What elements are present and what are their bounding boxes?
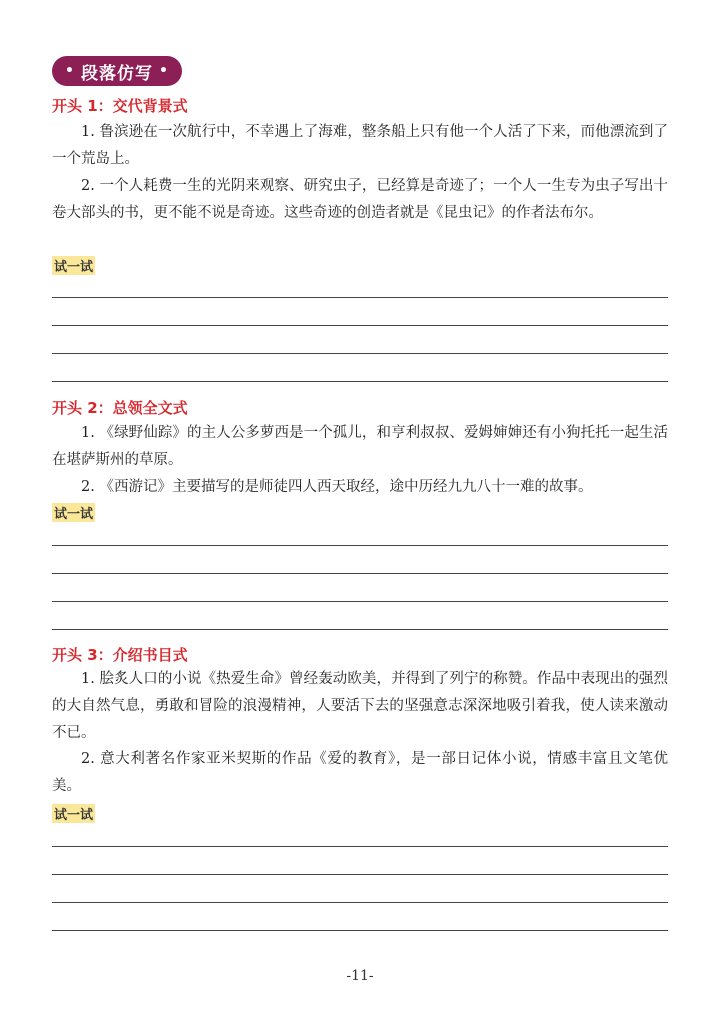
writing-line xyxy=(52,930,668,931)
badge-title: 段落仿写 xyxy=(81,63,153,84)
writing-line xyxy=(52,325,668,326)
writing-line xyxy=(52,353,668,354)
writing-line xyxy=(52,545,668,546)
writing-line xyxy=(52,381,668,382)
section-title-2: 开头 2：总领全文式 xyxy=(52,399,188,417)
section-badge xyxy=(52,56,182,86)
writing-line xyxy=(52,846,668,847)
section-1-paragraph-2: 2. 一个人耗费一生的光阴来观察、研究虫子，已经算是奇迹了；一个人一生专为虫子写出十卷大部头的书，更不能不说是奇迹。这些奇迹的创造者就是《昆虫记》的作者法布尔。 xyxy=(52,178,668,221)
writing-line xyxy=(52,297,668,298)
section-1-paragraph-1: 1. 鲁滨逊在一次航行中，不幸遇上了海难，整条船上只有他一个人活了下来，而他漂流到了一个荒岛上。 xyxy=(52,124,668,167)
bullet-icon: • xyxy=(159,63,169,79)
section-title-1: 开头 1：交代背景式 xyxy=(52,97,188,115)
try-label-1: 试一试 xyxy=(52,256,95,275)
section-2-paragraph-2: 2. 《西游记》主要描写的是师徒四人西天取经，途中历经九九八十一难的故事。 xyxy=(81,479,593,495)
writing-line xyxy=(52,902,668,903)
try-label-2: 试一试 xyxy=(52,503,95,522)
bullet-icon: • xyxy=(65,63,75,79)
try-label-3: 试一试 xyxy=(52,804,95,823)
section-3-paragraph-1: 1. 脍炙人口的小说《热爱生命》曾经轰动欧美，并得到了列宁的称赞。作品中表现出的强烈的大自然气息，勇敢和冒险的浪漫精神，人要活下去的坚强意志深深地吸引着我，使人读来激动不已。 xyxy=(52,671,668,741)
writing-line xyxy=(52,573,668,574)
section-3-paragraph-2: 2. 意大利著名作家亚米契斯的作品《爱的教育》，是一部日记体小说，情感丰富且文笔优美。 xyxy=(52,751,668,794)
writing-line xyxy=(52,629,668,630)
section-title-3: 开头 3：介绍书目式 xyxy=(52,646,188,664)
page-number: -11- xyxy=(346,968,374,984)
writing-line xyxy=(52,601,668,602)
section-2-paragraph-1: 1. 《绿野仙踪》的主人公多萝西是一个孤儿，和亨利叔叔、爱姆婶婶还有小狗托托一起生活在堪萨斯州的草原。 xyxy=(52,425,668,468)
writing-line xyxy=(52,874,668,875)
